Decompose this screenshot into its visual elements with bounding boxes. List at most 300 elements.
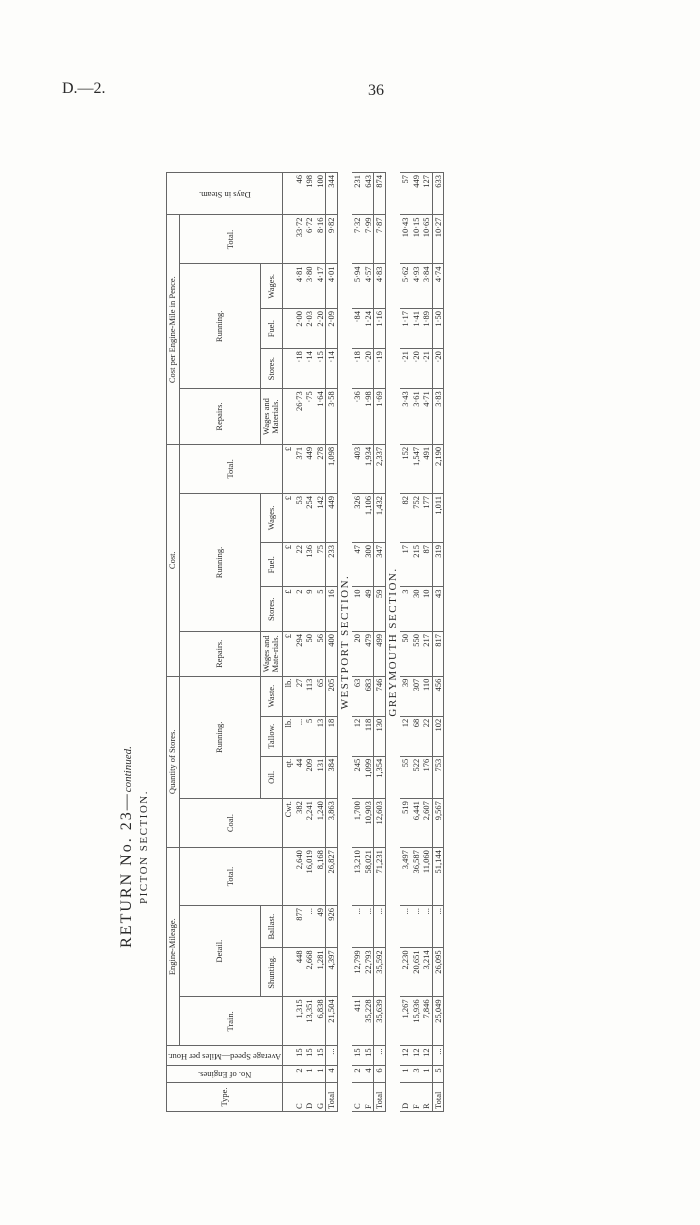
table-cell: 8,168	[315, 848, 326, 906]
table-cell: 26,095	[432, 948, 444, 997]
table-cell: 2,190	[432, 444, 444, 493]
table-cell: 177	[421, 493, 432, 542]
table-cell: 2,241	[304, 799, 315, 848]
table-cell: 12	[400, 1046, 411, 1066]
table-cell: 4·74	[432, 264, 444, 309]
table-cell: 57	[400, 173, 411, 215]
table-cell: 13,351	[304, 997, 315, 1046]
table-cell: 499	[374, 632, 386, 677]
table-cell: 131	[315, 756, 326, 798]
table-cell: ...	[352, 906, 363, 948]
col-cost-fuel: Fuel.	[260, 542, 283, 587]
table-cell: 102	[432, 716, 444, 756]
table-cell: qt.	[283, 756, 294, 798]
table-cell: 382	[294, 799, 305, 848]
col-cost-wages: Wages.	[260, 493, 283, 542]
table-cell: 11,060	[421, 848, 432, 906]
table-cell: 1	[400, 1066, 411, 1083]
col-tallow: Tallow.	[260, 716, 283, 756]
table-cell: 8·16	[315, 215, 326, 264]
table-cell: 35,592	[374, 948, 386, 997]
table-cell: 491	[421, 444, 432, 493]
table-cell: 6·72	[304, 215, 315, 264]
table-cell: 10·65	[421, 215, 432, 264]
table-cell: ·18	[352, 349, 363, 389]
table-cell: 479	[363, 632, 374, 677]
table-cell: 7·99	[363, 215, 374, 264]
table-cell: 1,011	[432, 493, 444, 542]
total-row	[432, 173, 444, 1112]
table-cell: F	[411, 1083, 422, 1112]
table-cell: 209	[304, 756, 315, 798]
table-cell: G	[315, 1083, 326, 1112]
table-cell: 130	[374, 716, 386, 756]
table-cell: 278	[315, 444, 326, 493]
table-cell: 384	[326, 756, 338, 798]
table-cell: R	[421, 1083, 432, 1112]
table-cell: 1,098	[326, 444, 338, 493]
table-cell: 1,700	[352, 799, 363, 848]
col-mileage-total: Total.	[179, 848, 282, 906]
table-cell: ·20	[432, 349, 444, 389]
table-cell	[283, 848, 294, 906]
table-cell: 15	[315, 1046, 326, 1066]
table-cell: Total	[432, 1083, 444, 1112]
table-cell: £	[283, 632, 294, 677]
table-cell: ...	[400, 906, 411, 948]
table-cell: ...	[363, 906, 374, 948]
table-cell	[283, 264, 294, 309]
table-cell: 25,049	[432, 997, 444, 1046]
table-cell: 152	[400, 444, 411, 493]
table-cell: 26,827	[326, 848, 338, 906]
table-cell: 10	[352, 587, 363, 632]
table-cell: 63	[352, 676, 363, 716]
table-cell: 1,267	[400, 997, 411, 1046]
table-cell: 456	[432, 676, 444, 716]
table-cell: 449	[304, 444, 315, 493]
table-cell: 35,228	[363, 997, 374, 1046]
table-cell: 3,863	[326, 799, 338, 848]
table-cell: 4	[326, 1066, 338, 1083]
table-row	[363, 173, 374, 1112]
col-pence-wages: Wages.	[260, 264, 283, 309]
table-cell: 127	[421, 173, 432, 215]
table-cell: 1·69	[374, 389, 386, 445]
table-cell: 3,214	[421, 948, 432, 997]
table-cell: ·14	[326, 349, 338, 389]
table-cell: 2,668	[304, 948, 315, 997]
table-cell: 205	[326, 676, 338, 716]
table-cell: 400	[326, 632, 338, 677]
table-cell: 6	[374, 1066, 386, 1083]
table-cell: 20,651	[411, 948, 422, 997]
table-cell: 519	[400, 799, 411, 848]
table-cell: 1,315	[294, 997, 305, 1046]
table-cell: 1·50	[432, 309, 444, 349]
table-cell	[283, 997, 294, 1046]
table-cell: C	[294, 1083, 305, 1112]
table-cell: 13,210	[352, 848, 363, 906]
group-cost-repairs: Repairs.	[179, 632, 260, 677]
table-row	[411, 173, 422, 1112]
table-cell: 2·00	[294, 309, 305, 349]
table-cell: ...	[326, 1046, 338, 1066]
table-cell: 3·61	[411, 389, 422, 445]
table-row	[294, 173, 305, 1112]
total-row	[374, 173, 386, 1112]
table-cell: 231	[352, 173, 363, 215]
col-engines: No. of Engines.	[167, 1066, 283, 1083]
table-cell: 4·17	[315, 264, 326, 309]
table-cell: 75	[315, 542, 326, 587]
col-days: Days in Steam.	[167, 173, 283, 215]
table-cell: 36,587	[411, 848, 422, 906]
table-cell: 6,838	[315, 997, 326, 1046]
table-cell: 1·41	[411, 309, 422, 349]
table-cell: 12,603	[374, 799, 386, 848]
table-cell: 136	[304, 542, 315, 587]
table-cell: 12	[352, 716, 363, 756]
page-header-left: D.—2.	[62, 80, 106, 97]
table-cell: 59	[374, 587, 386, 632]
table-cell: ...	[411, 906, 422, 948]
table-cell: 27	[294, 676, 305, 716]
table-cell	[283, 948, 294, 997]
table-cell: 245	[352, 756, 363, 798]
table-cell: 12	[400, 716, 411, 756]
col-speed: Average Speed—Miles per Hour.	[167, 1046, 283, 1066]
table-cell: 26·73	[294, 389, 305, 445]
table-cell: 233	[326, 542, 338, 587]
table-cell: 746	[374, 676, 386, 716]
table-cell: ·20	[411, 349, 422, 389]
table-cell: ·75	[304, 389, 315, 445]
table-cell: lb.	[283, 716, 294, 756]
group-pence-running: Running.	[179, 264, 260, 389]
table-cell: 874	[374, 173, 386, 215]
table-cell: Cwt.	[283, 799, 294, 848]
table-cell: 16,019	[304, 848, 315, 906]
table-cell: 1,432	[374, 493, 386, 542]
table-cell: 2,230	[400, 948, 411, 997]
table-cell	[283, 1083, 294, 1112]
table-cell: 15	[352, 1046, 363, 1066]
table-cell: 13	[315, 716, 326, 756]
table-row	[304, 173, 315, 1112]
table-cell: 15	[294, 1046, 305, 1066]
table-cell: 926	[326, 906, 338, 948]
table-cell: 10·27	[432, 215, 444, 264]
table-cell: 176	[421, 756, 432, 798]
table-cell: 1·64	[315, 389, 326, 445]
table-cell: 2,640	[294, 848, 305, 906]
col-oil: Oil.	[260, 756, 283, 798]
total-row	[326, 173, 338, 1112]
table-cell: 3·80	[304, 264, 315, 309]
col-pence-stores: Stores.	[260, 349, 283, 389]
table-cell: 1·17	[400, 309, 411, 349]
table-cell: ·36	[352, 389, 363, 445]
group-cost-running: Running.	[179, 493, 260, 631]
table-cell: 1,934	[363, 444, 374, 493]
table-cell: 1·89	[421, 309, 432, 349]
table-cell: 217	[421, 632, 432, 677]
table-cell: Total	[326, 1083, 338, 1112]
table-cell: 4	[363, 1066, 374, 1083]
table-cell	[283, 349, 294, 389]
table-cell: 100	[315, 173, 326, 215]
table-cell: C	[352, 1083, 363, 1112]
section-title-picton: PICTON SECTION.	[138, 790, 150, 904]
table-cell: 403	[352, 444, 363, 493]
table-cell: 68	[411, 716, 422, 756]
table-cell: 643	[363, 173, 374, 215]
table-cell: 1	[304, 1066, 315, 1083]
table-cell	[283, 1046, 294, 1066]
table-cell: 2·03	[304, 309, 315, 349]
table-cell: 3·83	[432, 389, 444, 445]
table-cell: 752	[411, 493, 422, 542]
table-cell: 15	[363, 1046, 374, 1066]
table-cell: 2·20	[315, 309, 326, 349]
table-cell: ·18	[294, 349, 305, 389]
table-cell: 50	[304, 632, 315, 677]
table-body	[283, 173, 444, 1112]
table-cell	[283, 906, 294, 948]
table-cell: 1,240	[315, 799, 326, 848]
table-cell: 326	[352, 493, 363, 542]
table-cell: ·84	[352, 309, 363, 349]
table-cell: 3·43	[400, 389, 411, 445]
table-cell: 5	[315, 587, 326, 632]
table-cell: 53	[294, 493, 305, 542]
rotated-table-block	[118, 172, 588, 1112]
table-cell	[283, 215, 294, 264]
table-cell: 347	[374, 542, 386, 587]
table-cell: 7,846	[421, 997, 432, 1046]
table-cell: 12	[421, 1046, 432, 1066]
table-cell: 4·71	[421, 389, 432, 445]
table-cell: 20	[352, 632, 363, 677]
table-cell: 550	[411, 632, 422, 677]
table-cell	[283, 309, 294, 349]
table-cell: £	[283, 444, 294, 493]
table-cell: ·14	[304, 349, 315, 389]
table-cell: 5	[304, 716, 315, 756]
table-cell: 142	[315, 493, 326, 542]
table-cell: 294	[294, 632, 305, 677]
section-heading	[385, 173, 400, 1112]
units-row	[283, 173, 294, 1112]
col-type: Type.	[167, 1083, 283, 1112]
table-cell: 56	[315, 632, 326, 677]
table-cell: 3,497	[400, 848, 411, 906]
table-cell: 307	[411, 676, 422, 716]
table-cell: ...	[304, 906, 315, 948]
table-row	[315, 173, 326, 1112]
table-cell: 17	[400, 542, 411, 587]
table-cell: 300	[363, 542, 374, 587]
table-cell: D	[304, 1083, 315, 1112]
table-cell: ·19	[374, 349, 386, 389]
section-heading	[337, 173, 352, 1112]
table-cell: ...	[374, 1046, 386, 1066]
table-cell: 371	[294, 444, 305, 493]
col-pence-fuel: Fuel.	[260, 309, 283, 349]
table-cell: 3·58	[326, 389, 338, 445]
table-cell: 1·24	[363, 309, 374, 349]
table-cell: 2,337	[374, 444, 386, 493]
group-detail: Detail.	[179, 906, 260, 997]
table-cell: £	[283, 493, 294, 542]
table-cell: 12	[411, 1046, 422, 1066]
col-shunting: Shunting.	[260, 948, 283, 997]
table-cell: 1,281	[315, 948, 326, 997]
group-cost-pence: Cost per Engine-Mile in Pence.	[167, 215, 180, 444]
table-cell: 6,441	[411, 799, 422, 848]
table-cell: 5·62	[400, 264, 411, 309]
table-cell: lb.	[283, 676, 294, 716]
engine-return-table	[166, 172, 444, 1112]
col-cost-stores: Stores.	[260, 587, 283, 632]
table-cell: 18	[326, 716, 338, 756]
table-cell	[283, 173, 294, 215]
table-cell: 110	[421, 676, 432, 716]
table-cell: 47	[352, 542, 363, 587]
table-cell: 10	[421, 587, 432, 632]
table-cell: Total	[374, 1083, 386, 1112]
table-cell: 55	[400, 756, 411, 798]
table-cell: 9·82	[326, 215, 338, 264]
table-cell: ...	[294, 716, 305, 756]
table-cell: 22,793	[363, 948, 374, 997]
table-cell: 50	[400, 632, 411, 677]
table-row	[400, 173, 411, 1112]
table-cell: ·21	[421, 349, 432, 389]
table-cell: 87	[421, 542, 432, 587]
table-cell: 5·94	[352, 264, 363, 309]
table-cell: 22	[294, 542, 305, 587]
table-cell: 33·72	[294, 215, 305, 264]
table-cell	[283, 1066, 294, 1083]
table-cell: 3·84	[421, 264, 432, 309]
table-cell: £	[283, 542, 294, 587]
table-cell: 10·15	[411, 215, 422, 264]
table-cell: 49	[315, 906, 326, 948]
table-cell: 1·98	[363, 389, 374, 445]
table-cell: 2,607	[421, 799, 432, 848]
col-pence-total: Total.	[179, 215, 282, 264]
table-cell: 4,397	[326, 948, 338, 997]
col-ballast: Ballast.	[260, 906, 283, 948]
table-cell: ...	[432, 906, 444, 948]
table-cell: 16	[326, 587, 338, 632]
table-cell: 215	[411, 542, 422, 587]
table-cell: ...	[374, 906, 386, 948]
table-cell: 5	[432, 1066, 444, 1083]
table-cell: 683	[363, 676, 374, 716]
table-cell: 113	[304, 676, 315, 716]
table-cell: 15,936	[411, 997, 422, 1046]
table-cell: 1,106	[363, 493, 374, 542]
col-cost-total: Total.	[179, 444, 282, 493]
table-cell: 10·43	[400, 215, 411, 264]
table-cell: 1,354	[374, 756, 386, 798]
col-pence-wages-materials: Wages and Materials.	[260, 389, 283, 445]
table-cell: 3	[400, 587, 411, 632]
table-cell: 198	[304, 173, 315, 215]
table-cell: 1	[421, 1066, 432, 1083]
table-cell: 4·01	[326, 264, 338, 309]
table-cell: 4·81	[294, 264, 305, 309]
table-row	[352, 173, 363, 1112]
group-stores-running: Running.	[179, 676, 260, 799]
table-cell: 4·57	[363, 264, 374, 309]
table-cell: 2	[352, 1066, 363, 1083]
table-cell: 58,021	[363, 848, 374, 906]
section-heading-label: WESTPORT SECTION.	[337, 173, 352, 1112]
col-cost-wages-materials: Wages and Mate-rials.	[260, 632, 283, 677]
table-title: RETURN No. 23—continued.	[118, 746, 135, 948]
table-cell: ·15	[315, 349, 326, 389]
table-cell: 39	[400, 676, 411, 716]
table-cell: 2	[294, 587, 305, 632]
table-cell: 4·83	[374, 264, 386, 309]
table-cell: 2·09	[326, 309, 338, 349]
group-quantity: Quantity of Stores.	[167, 676, 180, 848]
table-cell: 1,547	[411, 444, 422, 493]
table-cell: ...	[432, 1046, 444, 1066]
section-heading-label: GREYMOUTH SECTION.	[385, 173, 400, 1112]
table-cell: 4·93	[411, 264, 422, 309]
group-pence-repairs: Repairs.	[179, 389, 260, 445]
table-cell: 3	[411, 1066, 422, 1083]
col-waste: Waste.	[260, 676, 283, 716]
table-cell: ·20	[363, 349, 374, 389]
table-cell: 51,144	[432, 848, 444, 906]
table-cell: 35,639	[374, 997, 386, 1046]
table-cell: 817	[432, 632, 444, 677]
table-cell: ·21	[400, 349, 411, 389]
table-cell: D	[400, 1083, 411, 1112]
table-cell: 118	[363, 716, 374, 756]
col-coal: Coal.	[179, 799, 282, 848]
group-cost: Cost.	[167, 444, 180, 676]
table-cell: 1	[315, 1066, 326, 1083]
table-cell: 22	[421, 716, 432, 756]
table-cell: 1·16	[374, 309, 386, 349]
table-cell: 633	[432, 173, 444, 215]
table-cell: 12,799	[352, 948, 363, 997]
group-engine-mileage: Engine-Mileage.	[167, 848, 180, 1046]
table-cell: 1,099	[363, 756, 374, 798]
table-cell: 44	[294, 756, 305, 798]
table-cell: 7·32	[352, 215, 363, 264]
table-cell: 65	[315, 676, 326, 716]
table-cell: 49	[363, 587, 374, 632]
table-cell: 71,231	[374, 848, 386, 906]
table-row	[421, 173, 432, 1112]
table-cell: 30	[411, 587, 422, 632]
table-cell: ...	[421, 906, 432, 948]
table-cell: 46	[294, 173, 305, 215]
table-cell: 254	[304, 493, 315, 542]
table-cell: 344	[326, 173, 338, 215]
table-cell: 753	[432, 756, 444, 798]
table-cell: F	[363, 1083, 374, 1112]
col-train: Train.	[179, 997, 282, 1046]
